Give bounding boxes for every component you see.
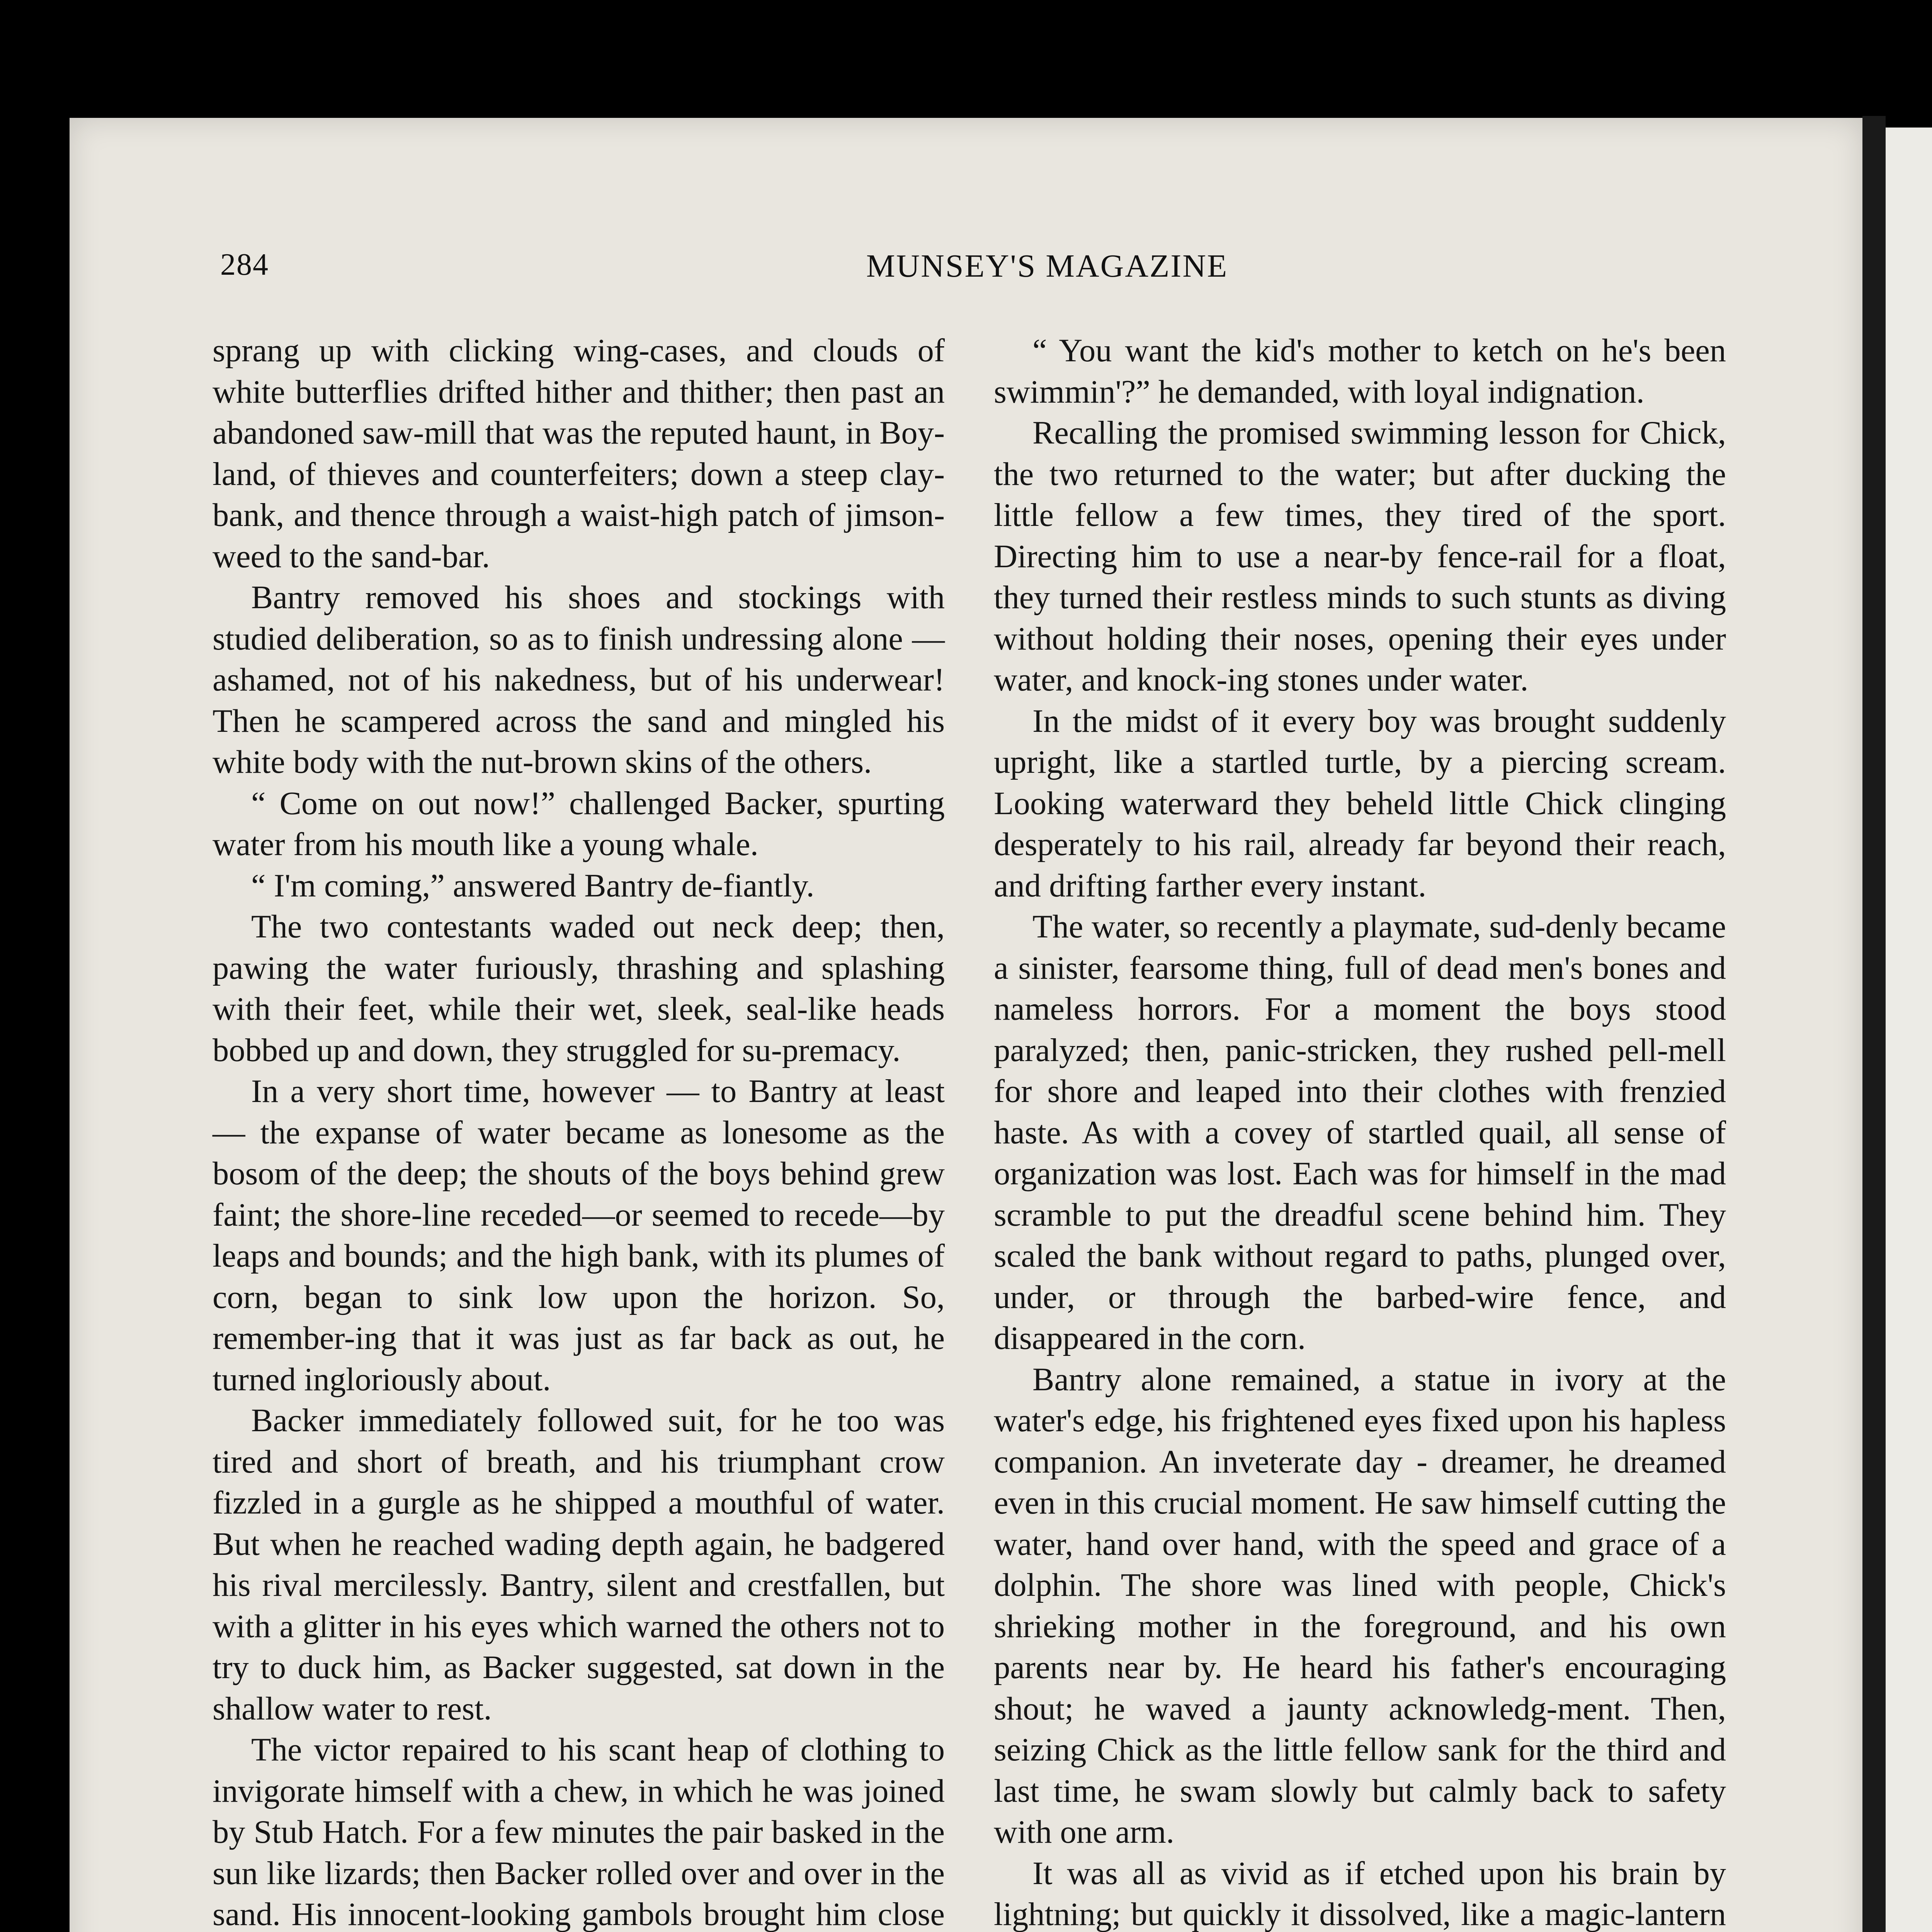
paragraph: In the midst of it every boy was brought suddenly upright, like a startled turtle, by a piercing scream. Looking waterward they beheld little Chick clinging desperately to his rail, already far beyond their reach, and drifting farther every instant.: [994, 703, 1726, 904]
paragraph: Bantry alone remained, a statue in ivory at the water's edge, his frightened eyes fixed upon his hapless companion. An inveterate day - dreamer, he dreamed even in this crucial moment. He saw himself cutting the water, hand over hand, with the speed and grace of a dolphin. The shore was lined with people, Chick's shrieking mother in the foreground, and his own parents near by. He heard his father's encouraging shout; he waved a jaunty acknowledg-ment. Then, seizing Chick as the little fellow sank for the third and last time, he swam slowly but calmly back to safety with one arm.: [994, 1361, 1726, 1850]
left-text-column: [213, 330, 945, 1932]
paragraph: The water, so recently a playmate, sud-denly became a sinister, fearsome thing, full of dead men's bones and nameless horrors. For a moment the boys stood paralyzed; then, panic-stricken, they rushed pell-mell for shore and leaped into their clothes with frenzied haste. As with a covey of startled quail, all sense of organization was lost. Each was for himself in the mad scramble to put the dreadful scene behind him. They scaled the bank without regard to paths, plunged over, under, or through the barbed-wire fence, and disappeared in the corn.: [994, 909, 1726, 1356]
paragraph: “ I'm coming,” answered Bantry de-fiantly.: [251, 867, 815, 904]
next-page-edge: [1886, 128, 1932, 1932]
paragraph: The two contestants waded out neck deep; then, pawing the water furiously, thrashing and splashing with their feet, while their wet, sleek, seal-like heads bobbed up and down, they struggled for su-premacy.: [213, 909, 945, 1068]
paragraph: In a very short time, however — to Bantry at least — the expanse of water became as lonesome as the bosom of the deep; the shouts of the boys behind grew faint; the shore-line receded—or seemed to recede—by leaps and bounds; and the high bank, with its plumes of corn, began to sink low upon the horizon. So, remember-ing that it was just as far back as out, he turned ingloriously about.: [213, 1073, 945, 1398]
paragraph: Recalling the promised swimming lesson for Chick, the two returned to the water; but after ducking the little fellow a few times, they tired of the sport. Directing him to use a near-by fence-rail for a float, they turned their restless minds to such stunts as diving without holding their noses, opening their eyes under water, and knock-ing stones under water.: [994, 415, 1726, 698]
page-header: [220, 247, 1727, 290]
paragraph: sprang up with clicking wing-cases, and clouds of white butterflies drifted hither and thither; then past an abandoned saw-mill that was the reputed haunt, in Boy-land, of thieves and counterfeiters; down a steep clay-bank, and thence through a waist-high patch of jimson-weed to the sand-bar.: [213, 333, 945, 575]
paragraph: “ Come on out now!” challenged Backer, spurting water from his mouth like a young whale.: [213, 785, 945, 862]
book-spine: [1862, 116, 1886, 1932]
right-text-column: [994, 330, 1726, 1932]
running-head: MUNSEY'S MAGAZINE: [866, 248, 1228, 284]
paragraph: “ You want the kid's mother to ketch on he's been swimmin'?” he demanded, with loyal indignation.: [994, 333, 1726, 410]
paragraph: Backer immediately followed suit, for he too was tired and short of breath, and his triumphant crow fizzled in a gurgle as he shipped a mouthful of water. But when he reached wading depth again, he badgered his rival mercilessly. Bantry, silent and crestfallen, but with a glitter in his eyes which warned the others not to try to duck him, as Backer suggested, sat down in the shallow water to rest.: [213, 1403, 945, 1727]
page-number: 284: [220, 248, 269, 282]
paragraph: The victor repaired to his scant heap of clothing to invigorate himself with a chew, in which he was joined by Stub Hatch. For a few minutes the pair basked in the sun like lizards; then Backer rolled over and over in the sand. His innocent-looking gambols brought him close: [213, 1732, 945, 1932]
paragraph: Bantry removed his shoes and stockings with studied deliberation, so as to finish undressing alone — ashamed, not of his nakedness, but of his underwear! Then he scampered across the sand and mingled his white body with the nut-brown skins of the others.: [213, 580, 945, 780]
paragraph: It was all as vivid as if etched upon his brain by lightning; but quickly it dissolved, like a magic-lantern: [994, 1855, 1726, 1932]
